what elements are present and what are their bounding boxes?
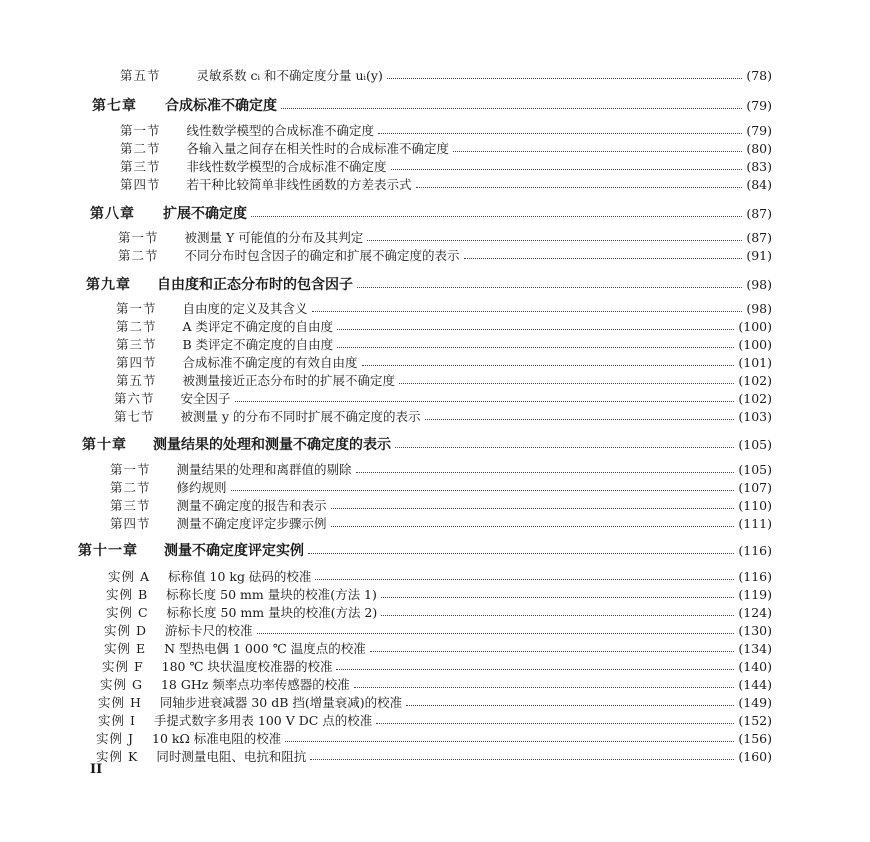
toc-entry-label: 第五节 — [116, 373, 157, 388]
toc-entry-page: (119) — [738, 587, 772, 602]
toc-entry-page: (79) — [746, 123, 772, 138]
toc-entry-title: N 型热电偶 1 000 ℃ 温度点的校准 — [164, 641, 366, 656]
toc-entry-label: 第七章 — [92, 98, 137, 114]
toc-entry-title: 合成标准不确定度 — [165, 98, 277, 114]
toc-section-entry — [110, 478, 772, 496]
toc-entry-title: 标称长度 50 mm 量块的校准(方法 1) — [166, 587, 377, 602]
toc-leader-dots — [281, 108, 742, 109]
toc-entry-title: 游标卡尺的校准 — [165, 623, 253, 638]
toc-entry-page: (149) — [738, 695, 772, 710]
toc-leader-dots — [310, 759, 734, 760]
toc-leader-dots — [399, 383, 734, 384]
toc-section-entry — [116, 353, 772, 371]
toc-entry-page: (87) — [746, 206, 772, 221]
toc-leader-dots — [453, 151, 742, 152]
toc-leader-dots — [376, 723, 734, 724]
toc-entry-title: 安全因子 — [180, 391, 231, 406]
toc-entry-label: 第十章 — [82, 437, 127, 453]
toc-entry-label: 第四节 — [116, 355, 157, 370]
toc-entry-label: 第一节 — [120, 123, 161, 138]
toc-section-entry — [110, 460, 772, 478]
toc-entry-title: 自由度的定义及其含义 — [182, 301, 308, 316]
toc-chapter-entry — [82, 434, 772, 454]
toc-section-entry — [110, 514, 772, 532]
toc-entry-page: (83) — [746, 159, 772, 174]
toc-entry-title: 若干种比较简单非线性函数的方差表示式 — [186, 177, 412, 192]
toc-section-entry — [98, 693, 772, 711]
toc-entry-label: 实例 J — [96, 731, 134, 746]
toc-leader-dots — [416, 187, 743, 188]
toc-entry-title: 被测量接近正态分布时的扩展不确定度 — [182, 373, 396, 388]
toc-entry-title: 10 kΩ 标准电阻的校准 — [152, 731, 282, 746]
toc-entry-title: 被测量 y 的分布不同时扩展不确定度的表示 — [180, 409, 421, 424]
toc-entry-title: 手提式数字多用表 100 V DC 点的校准 — [153, 713, 373, 728]
toc-entry-page: (103) — [738, 409, 772, 424]
toc-entry-label: 第一节 — [110, 462, 151, 477]
toc-entry-page: (130) — [738, 623, 772, 638]
toc-entry-title: 扩展不确定度 — [163, 206, 247, 222]
toc-entry-page: (144) — [738, 677, 772, 692]
toc-entry-page: (80) — [746, 141, 772, 156]
toc-leader-dots — [391, 169, 743, 170]
toc-entry-page: (156) — [738, 731, 772, 746]
toc-section-entry — [106, 585, 772, 603]
toc-leader-dots — [337, 329, 734, 330]
toc-entry-label: 第六节 — [114, 391, 155, 406]
toc-section-entry — [96, 729, 772, 747]
toc-entry-title: 自由度和正态分布时的包含因子 — [157, 277, 353, 293]
toc-leader-dots — [370, 651, 735, 652]
toc-entry-title: 测量结果的处理和离群值的剔除 — [176, 462, 352, 477]
toc-entry-page: (116) — [738, 543, 772, 558]
toc-entry-title: 18 GHz 频率点功率传感器的校准 — [160, 677, 350, 692]
toc-entry-title: 被测量 Y 可能值的分布及其判定 — [184, 230, 364, 245]
toc-entry-label: 实例 C — [106, 605, 149, 620]
toc-entry-label: 第三节 — [120, 159, 161, 174]
toc-entry-page: (102) — [738, 391, 772, 406]
toc-section-entry — [100, 675, 772, 693]
toc-entry-title: 测量结果的处理和测量不确定度的表示 — [153, 437, 391, 453]
toc-entry-label: 第十一章 — [78, 543, 138, 559]
toc-entry-title: 测量不确定度评定实例 — [164, 543, 304, 559]
toc-section-entry — [102, 657, 772, 675]
toc-entry-page: (79) — [746, 98, 772, 113]
toc-entry-title: 标称长度 50 mm 量块的校准(方法 2) — [166, 605, 378, 620]
toc-leader-dots — [464, 258, 743, 259]
toc-leader-dots — [354, 687, 735, 688]
toc-section-entry — [116, 317, 772, 335]
toc-entry-title: 测量不确定度的报告和表示 — [176, 498, 327, 513]
toc-entry-page: (160) — [738, 749, 772, 764]
toc-leader-dots — [425, 419, 735, 420]
toc-entry-title: 修约规则 — [176, 480, 227, 495]
toc-chapter-entry — [78, 540, 772, 560]
toc-section-entry — [120, 175, 772, 193]
toc-section-entry — [116, 299, 772, 317]
toc-leader-dots — [331, 526, 735, 527]
toc-entry-title: B 类评定不确定度的自由度 — [182, 337, 334, 352]
toc-entry-title: 测量不确定度评定步骤示例 — [176, 516, 327, 531]
toc-entry-label: 第九章 — [86, 277, 131, 293]
toc-entry-label: 第二节 — [116, 319, 157, 334]
toc-entry-page: (107) — [738, 480, 772, 495]
toc-entry-label: 实例 I — [98, 713, 136, 728]
toc-leader-dots — [337, 347, 734, 348]
toc-entry-title: A 类评定不确定度的自由度 — [182, 319, 334, 334]
toc-entry-page: (124) — [738, 605, 772, 620]
toc-entry-page: (102) — [738, 373, 772, 388]
toc-entry-label: 实例 E — [104, 641, 147, 656]
toc-leader-dots — [312, 311, 743, 312]
toc-leader-dots — [315, 579, 734, 580]
toc-leader-dots — [331, 508, 735, 509]
toc-section-entry — [116, 335, 772, 353]
toc-entry-label: 实例 K — [96, 749, 139, 764]
toc-entry-label: 第二节 — [118, 248, 159, 263]
toc-leader-dots — [285, 741, 734, 742]
toc-entry-page: (110) — [738, 498, 772, 513]
toc-entry-page: (140) — [738, 659, 772, 674]
toc-leader-dots — [381, 615, 734, 616]
toc-entry-label: 第五节 — [120, 68, 161, 83]
toc-entry-title: 各输入量之间存在相关性时的合成标准不确定度 — [186, 141, 450, 156]
toc-entry-title: 同时测量电阻、电抗和阻抗 — [156, 749, 307, 764]
toc-chapter-entry — [92, 95, 772, 115]
toc-leader-dots — [367, 240, 742, 241]
toc-section-entry — [114, 407, 772, 425]
toc-entry-title: 灵敏系数 cᵢ 和不确定度分量 uᵢ(y) — [196, 68, 383, 83]
toc-entry-page: (98) — [746, 277, 772, 292]
toc-leader-dots — [362, 365, 735, 366]
toc-section-entry — [96, 747, 772, 765]
toc-leader-dots — [406, 705, 734, 706]
toc-leader-dots — [231, 490, 735, 491]
toc-section-entry — [118, 246, 772, 264]
toc-entry-label: 第七节 — [114, 409, 155, 424]
toc-entry-label: 第四节 — [110, 516, 151, 531]
toc-entry-label: 第四节 — [120, 177, 161, 192]
toc-entry-label: 第一节 — [118, 230, 159, 245]
toc-entry-page: (100) — [738, 319, 772, 334]
toc-leader-dots — [395, 447, 734, 448]
toc-entry-page: (101) — [738, 355, 772, 370]
toc-entry-page: (87) — [746, 230, 772, 245]
toc-entry-title: 同轴步进衰减器 30 dB 挡(增量衰减)的校准 — [159, 695, 403, 710]
toc-entry-page: (105) — [738, 462, 772, 477]
toc-section-entry — [120, 157, 772, 175]
toc-leader-dots — [251, 216, 742, 217]
toc-entry-label: 第八章 — [90, 206, 135, 222]
toc-entry-page: (152) — [738, 713, 772, 728]
toc-leader-dots — [387, 78, 742, 79]
toc-entry-page: (91) — [746, 248, 772, 263]
toc-entry-page: (100) — [738, 337, 772, 352]
toc-leader-dots — [378, 133, 742, 134]
toc-section-entry — [116, 371, 772, 389]
toc-section-entry — [108, 567, 772, 585]
toc-section-entry — [118, 228, 772, 246]
toc-leader-dots — [357, 287, 742, 288]
toc-section-entry — [110, 496, 772, 514]
toc-section-entry — [120, 66, 772, 84]
toc-entry-title: 标称值 10 kg 砝码的校准 — [168, 569, 312, 584]
toc-entry-label: 第三节 — [110, 498, 151, 513]
toc-leader-dots — [257, 633, 735, 634]
toc-entry-page: (134) — [738, 641, 772, 656]
toc-entry-title: 线性数学模型的合成标准不确定度 — [186, 123, 375, 138]
toc-entry-label: 第一节 — [116, 301, 157, 316]
toc-entry-label: 实例 H — [98, 695, 142, 710]
toc-leader-dots — [336, 669, 734, 670]
toc-entry-page: (111) — [738, 516, 772, 531]
toc-entry-page: (98) — [746, 301, 772, 316]
toc-section-entry — [120, 139, 772, 157]
page-number: II — [90, 762, 103, 777]
toc-entry-title: 不同分布时包含因子的确定和扩展不确定度的表示 — [184, 248, 460, 263]
toc-entry-label: 实例 D — [104, 623, 147, 638]
toc-leader-dots — [308, 553, 734, 554]
toc-section-entry — [120, 121, 772, 139]
toc-section-entry — [104, 621, 772, 639]
toc-chapter-entry — [90, 203, 772, 223]
toc-chapter-entry — [86, 274, 772, 294]
toc-entry-label: 实例 F — [102, 659, 144, 674]
toc-section-entry — [104, 639, 772, 657]
toc-section-entry — [106, 603, 772, 621]
toc-section-entry — [114, 389, 772, 407]
toc-entry-title: 180 ℃ 块状温度校准器的校准 — [161, 659, 333, 674]
toc-leader-dots — [235, 401, 735, 402]
toc-entry-label: 第三节 — [116, 337, 157, 352]
toc-entry-label: 实例 G — [100, 677, 143, 692]
toc-entry-label: 第二节 — [120, 141, 161, 156]
toc-leader-dots — [356, 472, 735, 473]
toc-entry-page: (116) — [738, 569, 772, 584]
toc-entry-page: (78) — [746, 68, 772, 83]
toc-entry-page: (84) — [746, 177, 772, 192]
toc-leader-dots — [381, 597, 734, 598]
toc-entry-label: 实例 B — [106, 587, 149, 602]
toc-entry-label: 实例 A — [108, 569, 151, 584]
toc-entry-title: 合成标准不确定度的有效自由度 — [182, 355, 358, 370]
toc-entry-title: 非线性数学模型的合成标准不确定度 — [186, 159, 387, 174]
toc-entry-label: 第二节 — [110, 480, 151, 495]
toc-entry-page: (105) — [738, 437, 772, 452]
toc-section-entry — [98, 711, 772, 729]
